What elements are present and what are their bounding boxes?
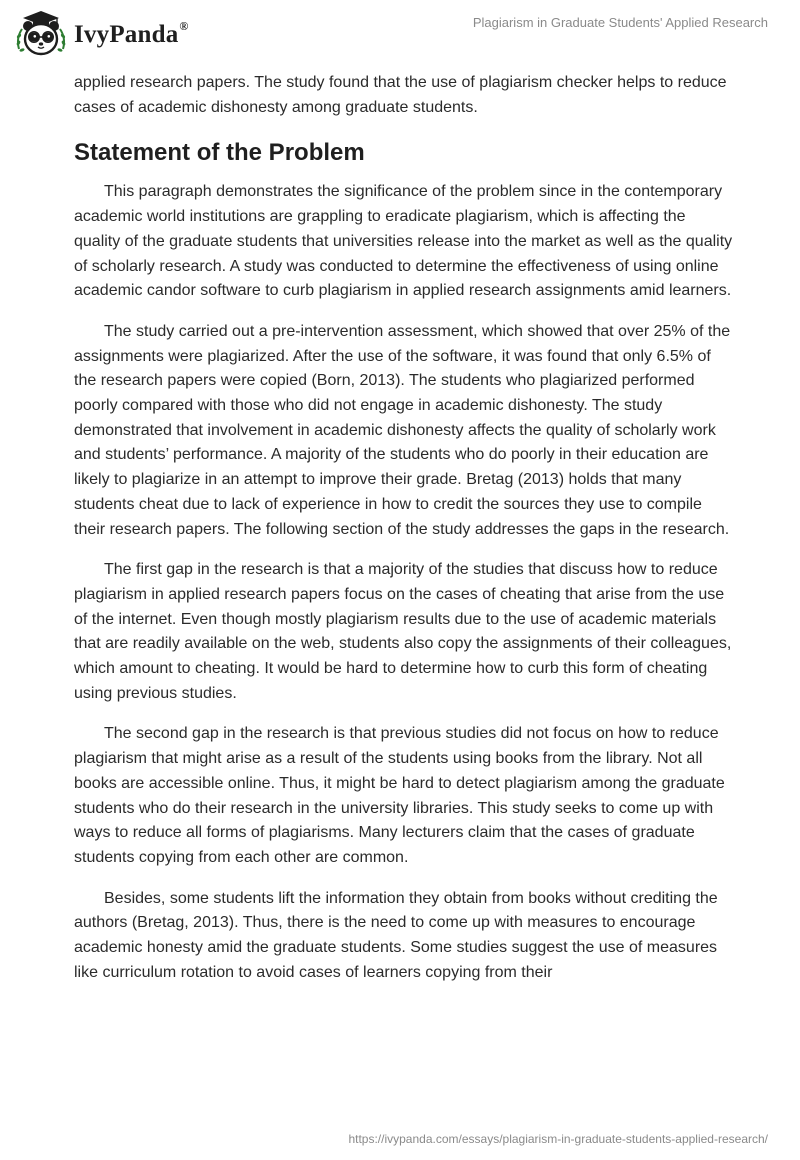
body-paragraph: The study carried out a pre-intervention assessment, which showed that over 25% of the assignments were plagiarized. After the use of the software, it was found that only 6.5% of the research papers were copied (Born, 2013). The students who plagiarized performed poorly compared with those who did not engage in academic dishonesty. The study demonstrated that involvement in academic dishonesty affects the quality of scholarly work and students’ performance. A majority of the students who do poorly in their education are likely to plagiarize in an attempt to improve their grade. Bretag (2013) holds that many students cheat due to lack of experience in how to credit the sources they use to compile their research papers. The following section of the study addresses the gaps in the research. xyxy=(74,322,731,538)
source-url[interactable]: https://ivypanda.com/essays/plagiarism-in-graduate-students-applied-research/ xyxy=(348,1132,768,1146)
essay-body xyxy=(74,71,734,1002)
body-paragraph: This paragraph demonstrates the significance of the problem since in the contemporary academic world institutions are grappling to eradicate plagiarism, which is affecting the quality of the graduate students that universities release into the market as well as the quality of scholarly research. A study was conducted to determine the effectiveness of using online academic candor software to curb plagiarism in applied research assignments amid learners. xyxy=(74,183,733,300)
page-header xyxy=(0,0,800,70)
body-paragraph: The second gap in the research is that previous studies did not focus on how to reduce plagiarism that might arise as a result of the students using books from the library. Not all books are accessible online. Thus, it might be hard to detect plagiarism among the graduate students who do their research in the university libraries. This study seeks to come up with ways to reduce all forms of plagiarisms. Many lecturers claim that the cases of graduate students copying from each other are common. xyxy=(74,725,725,866)
brand-name: IvyPanda® xyxy=(74,18,189,48)
brand-logo[interactable] xyxy=(14,9,189,59)
running-title: Plagiarism in Graduate Students' Applied Research xyxy=(472,15,768,30)
body-paragraph: The first gap in the research is that a majority of the studies that discuss how to reduce plagiarism in applied research papers focus on the cases of cheating that arise from the use of the internet. Even though mostly plagiarism results due to the use of academic materials that are readily available on the web, students also copy the assignments of their colleagues, which amount to cheating. It would be hard to determine how to curb this form of cheating using previous studies. xyxy=(74,561,732,702)
intro-paragraph: applied research papers. The study found that the use of plagiarism checker helps to reduce cases of academic dishonesty among graduate students. xyxy=(74,74,727,116)
panda-graduate-icon xyxy=(14,9,68,59)
section-heading: Statement of the Problem xyxy=(74,139,365,167)
body-paragraph: Besides, some students lift the information they obtain from books without crediting the authors (Bretag, 2013). Thus, there is the need to come up with measures to encourage academic honesty amid the graduate students. Some studies suggest the use of measures like curriculum rotation to avoid cases of learners copying from their xyxy=(74,889,718,981)
